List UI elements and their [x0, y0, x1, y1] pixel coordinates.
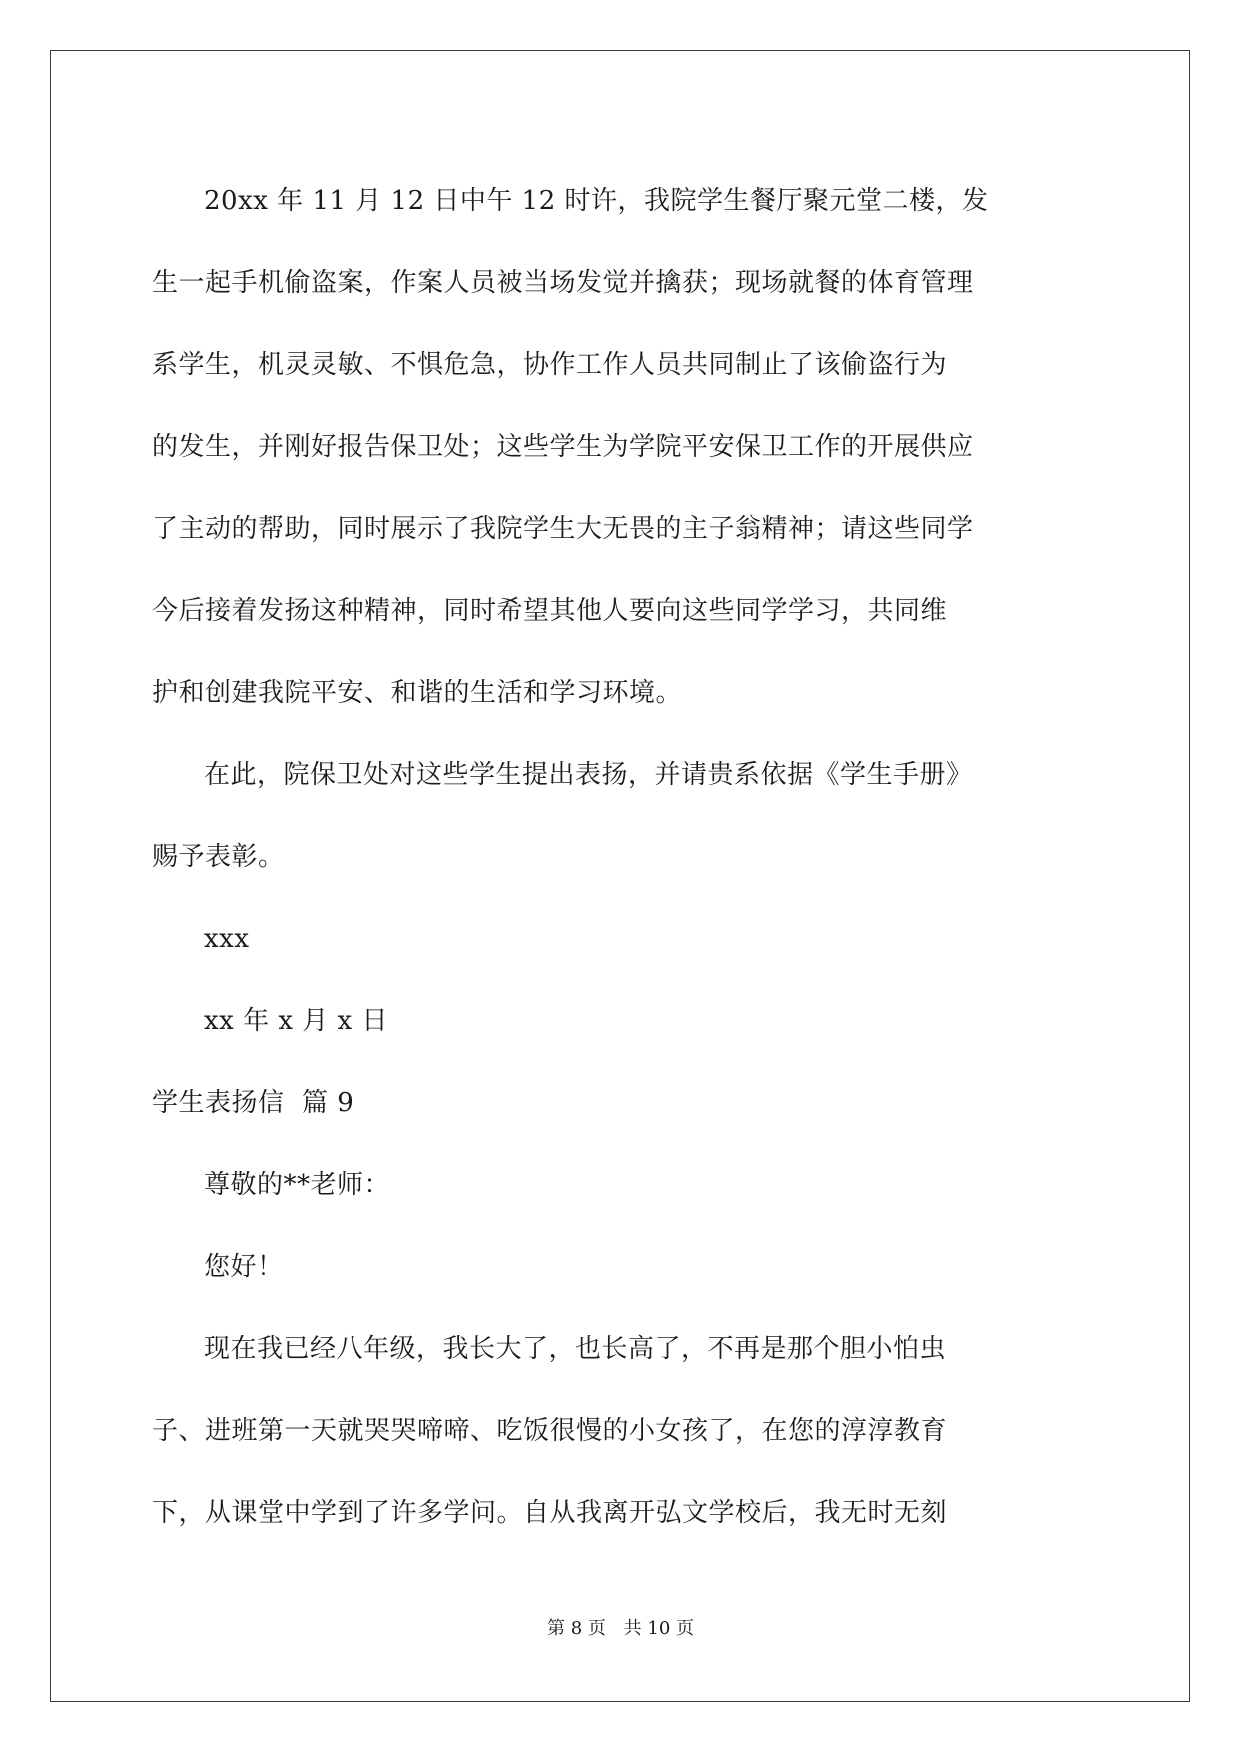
text-line: 尊敬的**老师：: [204, 1170, 391, 1200]
page-total: 共 10 页: [623, 1618, 694, 1639]
page-number: 第 8 页: [547, 1618, 606, 1639]
section-title: 学生表扬信 篇 9: [152, 1088, 355, 1118]
page-footer: [0, 1614, 1241, 1640]
paragraph-letter-body: [152, 1308, 1088, 1554]
text-line: 生一起手机偷盗案，作案人员被当场发觉并擒获；现场就餐的体育管理: [152, 268, 974, 298]
text-line: 20xx 年 11 月 12 日中午 12 时许，我院学生餐厅聚元堂二楼，发: [204, 186, 989, 216]
signature-date: [152, 980, 1088, 1062]
section-heading: [152, 1062, 1088, 1144]
text-line: 子、进班第一天就哭哭啼啼、吃饭很慢的小女孩了，在您的淳淳教育: [152, 1416, 948, 1446]
text-line: 今后接着发扬这种精神，同时希望其他人要向这些同学学习，共同维: [152, 596, 948, 626]
text-line: 的发生，并刚好报告保卫处；这些学生为学院平安保卫工作的开展供应: [152, 432, 974, 462]
text-line: 在此，院保卫处对这些学生提出表扬，并请贵系依据《学生手册》: [204, 760, 973, 790]
paragraph-incident: [152, 160, 1088, 734]
text-line: 护和创建我院平安、和谐的生活和学习环境。: [152, 678, 683, 708]
paragraph-commendation: [152, 734, 1088, 898]
text-line: xx 年 x 月 x 日: [204, 1006, 388, 1036]
letter-salutation: [152, 1144, 1088, 1226]
text-line: 赐予表彰。: [152, 842, 285, 872]
document-body: [152, 160, 1088, 1554]
text-line: 下，从课堂中学到了许多学问。自从我离开弘文学校后，我无时无刻: [152, 1498, 948, 1528]
letter-greeting: [152, 1226, 1088, 1308]
signature-name: [152, 898, 1088, 980]
text-line: 现在我已经八年级，我长大了，也长高了，不再是那个胆小怕虫: [204, 1334, 947, 1364]
text-line: 了主动的帮助，同时展示了我院学生大无畏的主子翁精神；请这些同学: [152, 514, 974, 544]
text-line: 您好！: [204, 1252, 284, 1282]
text-line: 系学生，机灵灵敏、不惧危急，协作工作人员共同制止了该偷盗行为: [152, 350, 948, 380]
text-line: xxx: [204, 924, 250, 954]
